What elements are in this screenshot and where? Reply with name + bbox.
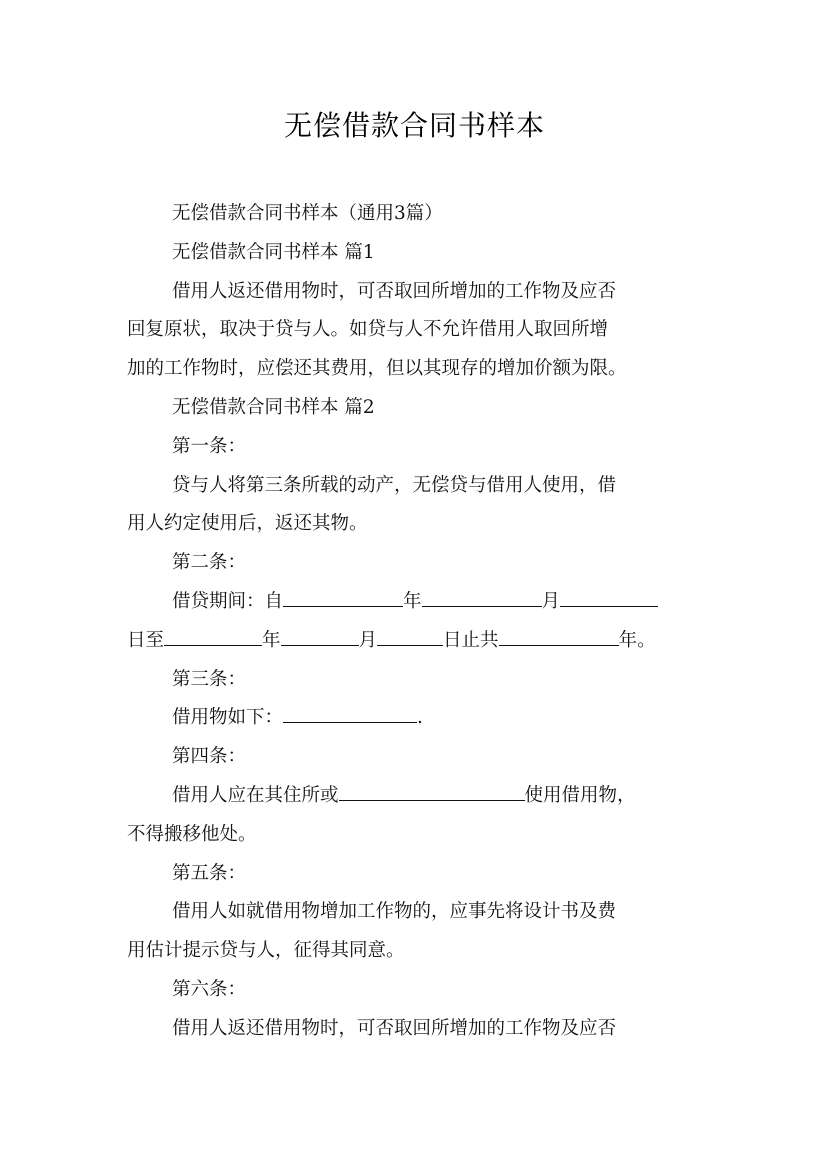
- paragraph-line: 加的工作物时，应偿还其费用，但以其现存的增加价额为限。: [127, 358, 627, 380]
- period-mark: .: [417, 707, 423, 729]
- paragraph-line: 不得搬移他处。: [127, 823, 257, 845]
- start-month-blank: [422, 584, 542, 607]
- borrowed-item-blank: [283, 700, 417, 723]
- article-3-title: 第三条：: [172, 668, 247, 690]
- paragraph-line: 借用人返还借用物时，可否取回所增加的工作物及应否: [172, 280, 617, 302]
- month-label: 月: [358, 629, 378, 651]
- day-total-label: 日止共: [443, 629, 499, 651]
- end-day-blank: [377, 623, 443, 646]
- total-years-blank: [499, 623, 619, 646]
- year-label: 年: [403, 590, 422, 612]
- year-label: 年: [262, 629, 281, 651]
- end-month-blank: [281, 623, 359, 646]
- borrowed-item-label: 借用物如下：: [172, 707, 284, 729]
- usage-location-label: 借用人应在其住所或: [172, 784, 339, 806]
- usage-location-blank: [339, 778, 525, 801]
- usage-location-line: [127, 777, 702, 816]
- borrowed-item-line: [127, 699, 702, 738]
- article-2-title: 第二条：: [172, 552, 247, 574]
- paragraph-line: 贷与人将第三条所载的动产，无偿贷与借用人使用，借: [172, 474, 617, 496]
- document-body: [127, 195, 702, 1049]
- end-year-blank: [164, 623, 262, 646]
- part1-heading: 无偿借款合同书样本 篇1: [172, 241, 375, 263]
- article-1-title: 第一条：: [172, 435, 247, 457]
- month-label: 月: [541, 590, 561, 612]
- part2-heading: 无偿借款合同书样本 篇2: [172, 396, 375, 418]
- paragraph-line: 用估计提示贷与人，征得其同意。: [127, 940, 405, 962]
- end-label: 年。: [618, 629, 656, 651]
- paragraph-line: 借用人如就借用物增加工作物的，应事先将设计书及费: [172, 901, 617, 923]
- start-year-blank: [283, 584, 403, 607]
- paragraph-line: 用人约定使用后，返还其物。: [127, 513, 368, 535]
- start-day-blank: [560, 584, 658, 607]
- loan-period-line-2: [127, 622, 702, 661]
- article-5-title: 第五条：: [172, 862, 247, 884]
- paragraph-line: 回复原状，取决于贷与人。如贷与人不允许借用人取回所增: [127, 319, 609, 341]
- article-4-title: 第四条：: [172, 746, 247, 768]
- article-6-title: 第六条：: [172, 978, 247, 1000]
- document-title: 无偿借款合同书样本: [283, 109, 545, 142]
- period-label: 借贷期间：自: [172, 590, 284, 612]
- heading-general: 无偿借款合同书样本（通用3篇）: [172, 203, 443, 224]
- usage-location-suffix: 使用借用物，: [524, 784, 636, 806]
- day-to-label: 日至: [127, 629, 165, 651]
- paragraph-line: 借用人返还借用物时，可否取回所增加的工作物及应否: [172, 1017, 617, 1039]
- loan-period-line-1: [127, 583, 702, 622]
